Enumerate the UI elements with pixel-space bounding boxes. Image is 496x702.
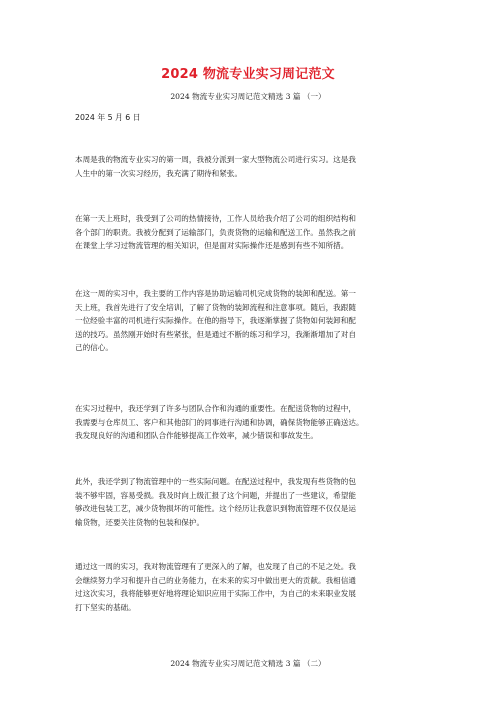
paragraph-4: 在实习过程中，我还学到了许多与团队合作和沟通的重要性。在配送货物的过程中， 我需要与仓库员工、客户和其他部门的同事进行沟通和协调，确保货物能够正确送达。 我发现良好的沟通和团队合作能够提高工作效率，减少错误和事故发生。	[75, 404, 364, 440]
paragraph-2: 在第一天上班时，我受到了公司的热情接待，工作人员给我介绍了公司的组织结构和 各个部门的职责。我被分配到了运输部门，负责货物的运输和配送工作。虽然我之前 在课堂上学习过物流管理的相关知识，但是面对实际操作还是感到有些不知所措。	[75, 214, 356, 250]
paragraph-3: 在这一周的实习中，我主要的工作内容是协助运输司机完成货物的装卸和配送。第一 天上班，我首先进行了安全培训，了解了货物的装卸流程和注意事项。随后，我跟随 一位经验丰富的司机进行实际操作。在他的指导下，我逐渐掌握了货物如何装卸和配 送的技巧。虽然刚开始时有些紧张，但是通过不断的练习和学习，我渐渐增加了对自 己的信心。	[75, 289, 356, 352]
section-subtitle-2: 2024 物流专业实习周记范文精选 3 篇 （二）	[170, 659, 326, 668]
document-title: 2024 物流专业实习周记范文	[161, 67, 335, 82]
section-subtitle-1: 2024 物流专业实习周记范文精选 3 篇 （一）	[170, 92, 326, 101]
paragraph-1: 本周是我的物流专业实习的第一周，我被分派到一家大型物流公司进行实习。这是我 人生中的第一次实习经历，我充满了期待和紧张。	[75, 155, 356, 178]
document-date: 2024 年 5 月 6 日	[75, 113, 141, 122]
paragraph-6: 通过这一周的实习，我对物流管理有了更深入的了解，也发现了自己的不足之处。我 会继续努力学习和提升自己的业务能力，在未来的实习中做出更大的贡献。我相信通 过这次实习，我将能够更好地将理论知识应用于实际工作中，为自己的未来职业发展 打下坚实的基础。	[75, 562, 356, 612]
paragraph-5: 此外，我还学到了物流管理中的一些实际问题。在配送过程中，我发现有些货物的包 装不够牢固，容易受损。我及时向上级汇报了这个问题，并提出了一些建议，希望能 够改进包装工艺，减少货物损坏的可能性。这个经历让我意识到物流管理不仅仅是运 输货物，还要关注货物的包装和保护。	[75, 477, 356, 527]
